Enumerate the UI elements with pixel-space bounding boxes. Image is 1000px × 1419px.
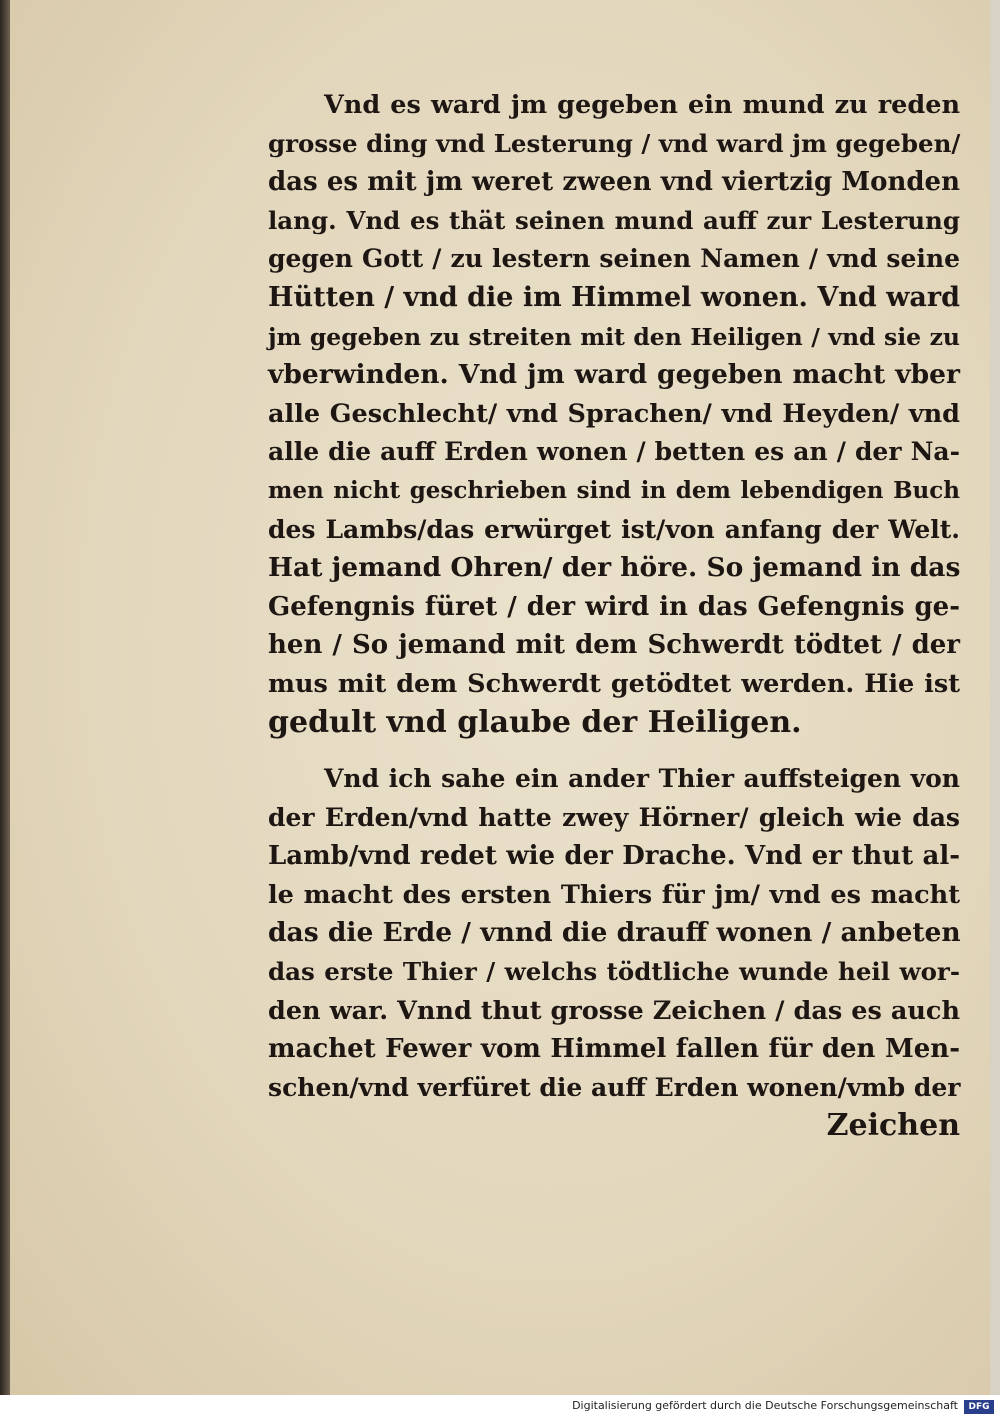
text-line: jm gegeben zu streiten mit den Heiligen / vnd sie zu	[268, 322, 960, 351]
funding-credit: Digitalisierung gefördert durch die Deutsche Forschungsgemeinschaft	[572, 1399, 958, 1412]
text-line: vberwinden. Vnd jm ward gegeben macht vber	[268, 359, 960, 391]
text-line: hen / So jemand mit dem Schwerdt tödtet / der	[268, 630, 960, 661]
catchword: Zeichen	[826, 1108, 960, 1144]
text-line: das erste Thier / welchs tödtliche wunde heil wor-	[268, 957, 960, 987]
text-line: lang. Vnd es thät seinen mund auff zur Lesterung	[268, 205, 960, 235]
text-line: mus mit dem Schwerdt getödtet werden. Hie ist	[268, 668, 960, 699]
text-line: den war. Vnnd thut grosse Zeichen / das es auch	[268, 995, 960, 1026]
paragraph-gap	[268, 742, 960, 760]
text-line: Hütten / vnd die im Himmel wonen. Vnd ward	[268, 281, 961, 313]
paragraph-1	[268, 86, 960, 742]
text-line: schen/vnd verfüret die auff Erden wonen/vmb der	[268, 1072, 961, 1102]
text-line: des Lambs/das erwürget ist/von anfang der Welt.	[268, 514, 960, 544]
text-line: das die Erde / vnnd die drauff wonen / anbeten	[268, 917, 961, 949]
text-line: gegen Gott / zu lestern seinen Namen / vnd seine	[268, 244, 960, 274]
footer-bar	[0, 1395, 1000, 1419]
text-line: der Erden/vnd hatte zwey Hörner/ gleich wie das	[268, 802, 960, 832]
text-line: alle die auff Erden wonen / betten es an / der Na-	[268, 437, 960, 467]
binding-edge	[0, 0, 10, 1395]
text-line: le macht des ersten Thiers für jm/ vnd es macht	[268, 879, 960, 910]
text-line: gedult vnd glaube der Heiligen.	[268, 704, 802, 740]
text-line: Vnd ich sahe ein ander Thier auffsteigen von	[324, 764, 960, 794]
text-line: grosse ding vnd Lesterung / vnd ward jm gegeben/	[268, 128, 961, 158]
text-line: das es mit jm weret zween vnd viertzig Monden	[268, 167, 960, 198]
text-line: Hat jemand Ohren/ der höre. So jemand in das	[268, 552, 961, 584]
text-line: Lamb/vnd redet wie der Drache. Vnd er thut al-	[268, 841, 960, 872]
paragraph-2	[268, 760, 960, 1107]
text-line: machet Fewer vom Himmel fallen für den Men-	[268, 1034, 960, 1065]
text-line: alle Geschlecht/ vnd Sprachen/ vnd Heyden/ vnd	[268, 398, 960, 429]
dfg-logo-icon: DFG	[964, 1400, 994, 1414]
text-line: men nicht geschrieben sind in dem lebendigen Buch	[268, 476, 960, 504]
body-text	[268, 86, 960, 1146]
scan-margin	[990, 0, 1000, 1395]
text-line: Vnd es ward jm gegeben ein mund zu reden	[324, 90, 960, 120]
text-line: Gefengnis füret / der wird in das Gefengnis ge-	[268, 591, 960, 622]
